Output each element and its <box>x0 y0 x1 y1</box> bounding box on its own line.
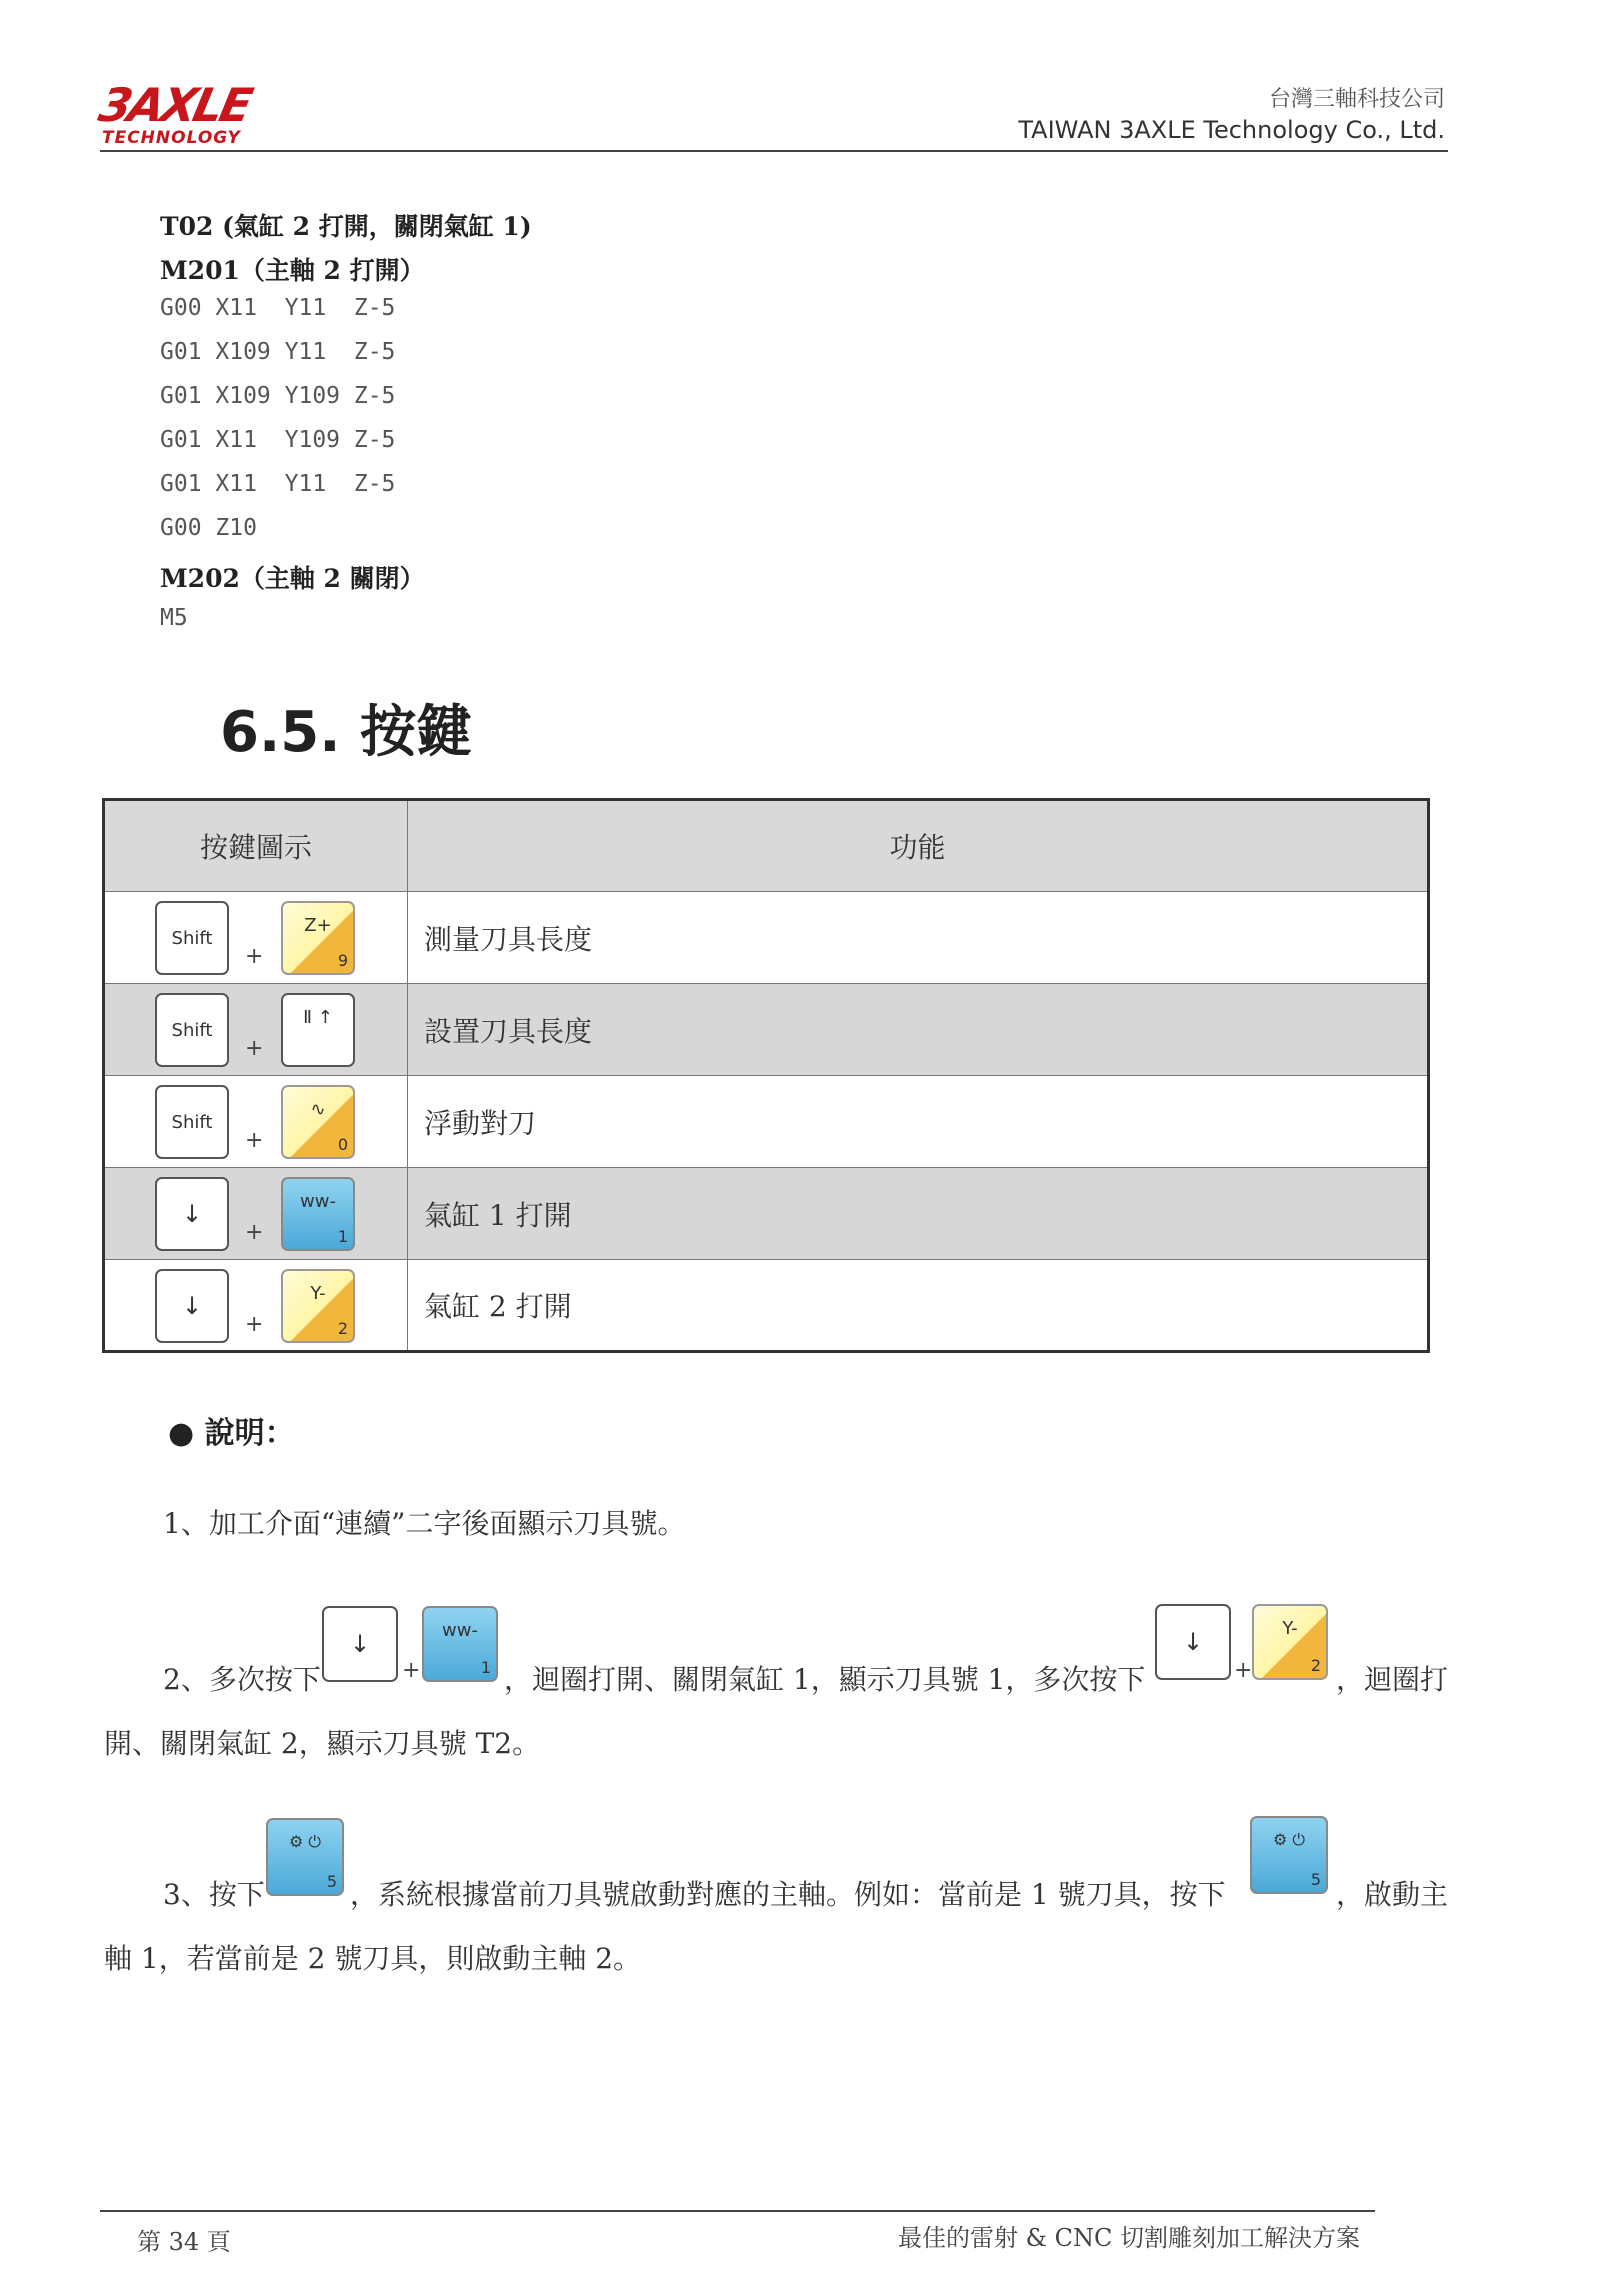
note-item-3-part-b: ，系統根據當前刀具號啟動對應的主軸。例如：當前是 1 號刀具，按下 <box>350 1878 1226 1911</box>
table-row <box>104 1260 1429 1352</box>
function-key <box>281 1177 355 1251</box>
table-row <box>104 892 1429 984</box>
code-line: G01 X11 Y109 Z-5 <box>160 427 396 453</box>
code-line: G00 X11 Y11 Z-5 <box>160 295 396 321</box>
spindle-key <box>266 1818 344 1896</box>
table-header-key: 按鍵圖示 <box>104 800 408 892</box>
plus-sign: + <box>245 1312 264 1337</box>
note-item-2-part-a: 2、多次按下 <box>163 1663 321 1696</box>
down-arrow-icon: ↓ <box>1182 1628 1204 1656</box>
plus-sign-2: + <box>1234 1658 1253 1683</box>
key-cell <box>104 984 408 1076</box>
logo-sub-text: TECHNOLOGY <box>102 128 241 148</box>
table-row <box>104 984 1429 1076</box>
section-title: 按鍵 <box>359 699 472 765</box>
key-cell <box>104 892 408 984</box>
note-item-3-part-c: ，啟動主 <box>1336 1878 1449 1911</box>
function-description: 設置刀具長度 <box>408 984 1429 1076</box>
function-key <box>281 901 355 975</box>
note-item-3-part-d: 軸 1，若當前是 2 號刀具，則啟動主軸 2。 <box>104 1942 642 1975</box>
modifier-key: ↓ <box>155 1177 229 1251</box>
company-logo <box>94 78 280 150</box>
function-key-label: Ⅱ ↑ <box>303 1007 333 1028</box>
y-minus-label: Y- <box>1282 1618 1298 1639</box>
code-line: M202（主軸 2 關閉） <box>160 564 425 593</box>
code-line: G01 X109 Y11 Z-5 <box>160 339 396 365</box>
section-number: 6.5. <box>220 700 341 765</box>
cylinder1-key <box>422 1606 498 1682</box>
code-line: T02 (氣缸 2 打開，關閉氣缸 1) <box>160 212 532 241</box>
key-number: 2 <box>1310 1656 1321 1675</box>
plus-sign: + <box>245 944 264 969</box>
key-number: 0 <box>337 1135 348 1154</box>
section-heading <box>220 688 472 768</box>
plus-sign: + <box>245 1128 264 1153</box>
code-line: M201（主軸 2 打開） <box>160 256 425 285</box>
note-item-1: 1、加工介面“連續”二字後面顯示刀具號。 <box>163 1507 686 1540</box>
down-arrow-icon: ↓ <box>349 1630 371 1658</box>
function-description: 測量刀具長度 <box>408 892 1429 984</box>
modifier-key: ↓ <box>155 1269 229 1343</box>
note-item-2-part-d: 開、關閉氣缸 2，顯示刀具號 T2。 <box>104 1727 541 1760</box>
table-row <box>104 1168 1429 1260</box>
function-key-label: ∿ <box>310 1099 326 1120</box>
note-item-2-part-b: ，迴圈打開、關閉氣缸 1，顯示刀具號 1，多次按下 <box>504 1663 1146 1696</box>
page-number: 第 34 頁 <box>137 2228 231 2256</box>
header-divider <box>100 150 1448 152</box>
key-number: 1 <box>480 1658 491 1677</box>
function-description: 氣缸 1 打開 <box>408 1168 1429 1260</box>
footer-slogan: 最佳的雷射 & CNC 切割雕刻加工解決方案 <box>898 2224 1360 2252</box>
notes-title: 說明： <box>204 1416 295 1451</box>
function-key-label: ᴡᴡ- <box>300 1191 336 1212</box>
key-number: 2 <box>337 1319 348 1338</box>
notes-heading: ● 說明： <box>168 1416 295 1451</box>
modifier-key: Shift <box>155 1085 229 1159</box>
table-row <box>104 1076 1429 1168</box>
key-number: 5 <box>1310 1870 1321 1889</box>
key-cell <box>104 1076 408 1168</box>
down-arrow-key <box>322 1606 398 1682</box>
spindle-icon: ⚙ ⏻ <box>1272 1830 1306 1849</box>
function-description: 浮動對刀 <box>408 1076 1429 1168</box>
code-line: G01 X11 Y11 Z-5 <box>160 471 396 497</box>
logo-main-text: 3AXLE <box>94 78 255 132</box>
key-cell <box>104 1168 408 1260</box>
function-key <box>281 993 355 1067</box>
spindle-icon: ⚙ ⏻ <box>288 1832 322 1851</box>
keys-table <box>102 798 1430 1353</box>
function-key-label: Y- <box>310 1283 326 1304</box>
code-line: G00 Z10 <box>160 515 257 541</box>
note-item-2-part-c: ，迴圈打 <box>1336 1663 1449 1696</box>
modifier-key: Shift <box>155 901 229 975</box>
function-key <box>281 1085 355 1159</box>
footer-divider <box>100 2210 1375 2212</box>
plus-sign: + <box>402 1658 421 1683</box>
function-description: 氣缸 2 打開 <box>408 1260 1429 1352</box>
plus-sign: + <box>245 1220 264 1245</box>
key-number: 1 <box>337 1227 348 1246</box>
key-number: 5 <box>326 1872 337 1891</box>
spindle-key-2 <box>1250 1816 1328 1894</box>
company-name-en: TAIWAN 3AXLE Technology Co., Ltd. <box>1018 116 1445 144</box>
function-key-label: Z+ <box>304 915 332 936</box>
down-arrow-key-2 <box>1155 1604 1231 1680</box>
waveform-icon: ᴡᴡ- <box>442 1620 478 1641</box>
function-key <box>281 1269 355 1343</box>
code-line: G01 X109 Y109 Z-5 <box>160 383 396 409</box>
code-line: M5 <box>160 605 188 631</box>
modifier-key: Shift <box>155 993 229 1067</box>
key-number: 9 <box>337 951 348 970</box>
key-cell <box>104 1260 408 1352</box>
note-item-3-part-a: 3、按下 <box>163 1878 265 1911</box>
company-name-cn: 台灣三軸科技公司 <box>1268 87 1445 112</box>
y-minus-key <box>1252 1604 1328 1680</box>
plus-sign: + <box>245 1036 264 1061</box>
table-header-func: 功能 <box>408 800 1429 892</box>
